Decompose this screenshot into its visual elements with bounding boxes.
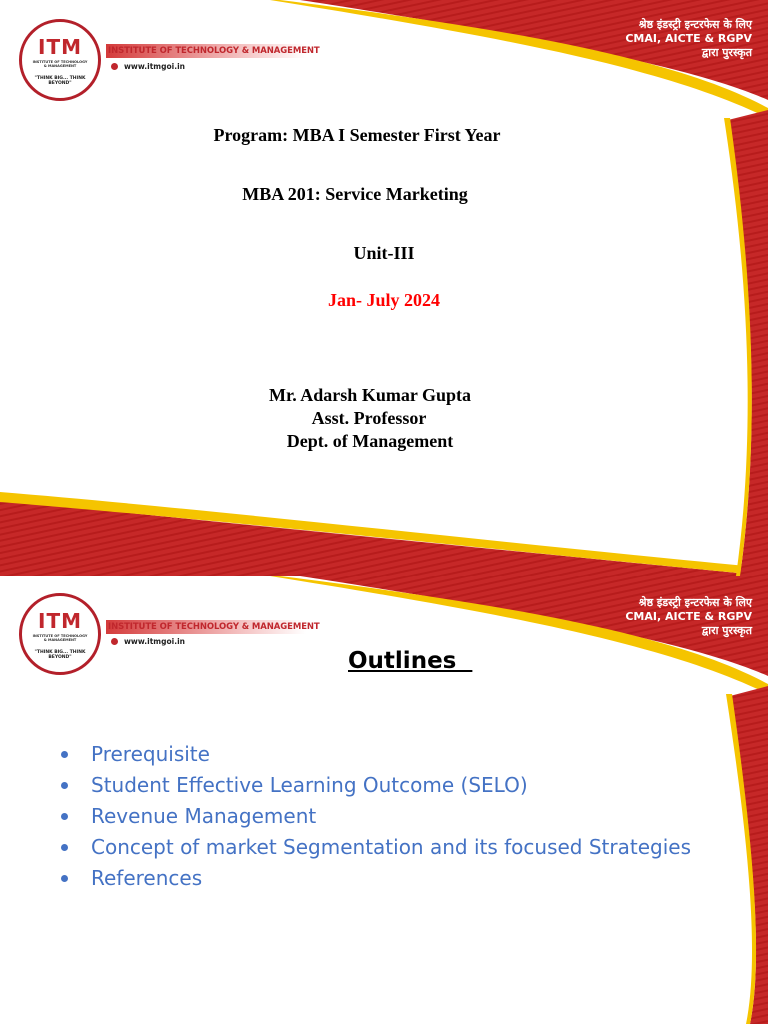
unit-line: Unit-III bbox=[353, 243, 415, 263]
award-banner bbox=[625, 596, 752, 638]
list-item-text: Prerequisite bbox=[91, 742, 210, 766]
award-banner bbox=[625, 18, 752, 60]
award-line-2: CMAI, AICTE & RGPV bbox=[625, 610, 752, 623]
globe-icon bbox=[110, 62, 119, 71]
website-link[interactable]: www.itmgoi.in bbox=[124, 62, 185, 71]
presenter-department: Dept. of Management bbox=[286, 431, 454, 451]
award-line-3: द्वारा पुरस्कृत bbox=[701, 624, 752, 637]
list-item bbox=[58, 740, 691, 771]
logo-motto: "THINK BIG... THINK BEYOND" bbox=[34, 650, 86, 660]
award-line-2: CMAI, AICTE & RGPV bbox=[625, 32, 752, 45]
logo-subtext: INSTITUTE OF TECHNOLOGY & MANAGEMENT bbox=[32, 634, 88, 642]
logo-itm-text: ITM bbox=[38, 609, 82, 633]
list-item bbox=[58, 802, 691, 833]
outline-list bbox=[58, 740, 691, 895]
logo-subtext: INSTITUTE OF TECHNOLOGY & MANAGEMENT bbox=[32, 60, 88, 68]
presenter-title: Asst. Professor bbox=[311, 408, 427, 428]
bullet-icon bbox=[61, 813, 68, 820]
award-line-3: द्वारा पुरस्कृत bbox=[701, 46, 752, 59]
bullet-icon bbox=[61, 844, 68, 851]
program-line: Program: MBA I Semester First Year bbox=[213, 125, 501, 145]
list-item-text: Revenue Management bbox=[91, 804, 317, 828]
website-link[interactable]: www.itmgoi.in bbox=[124, 637, 185, 646]
bullet-icon bbox=[61, 751, 68, 758]
award-line-1: श्रेष्ठ इंडस्ट्री इन्टरफेस के लिए bbox=[638, 18, 752, 31]
outline-title: Outlines bbox=[348, 648, 473, 674]
list-item-text: Student Effective Learning Outcome (SELO) bbox=[91, 773, 528, 797]
list-item-text: Concept of market Segmentation and its focused Strategies bbox=[91, 835, 691, 859]
bullet-icon bbox=[61, 782, 68, 789]
award-line-1: श्रेष्ठ इंडस्ट्री इन्टरफेस के लिए bbox=[638, 596, 752, 609]
list-item-text: References bbox=[91, 866, 203, 890]
logo-itm-text: ITM bbox=[38, 35, 82, 59]
itm-logo bbox=[19, 19, 101, 101]
logo-motto: "THINK BIG... THINK BEYOND" bbox=[34, 76, 86, 86]
outline-slide bbox=[0, 576, 768, 1024]
globe-icon bbox=[110, 637, 119, 646]
itm-logo bbox=[19, 593, 101, 675]
session-date: Jan- July 2024 bbox=[327, 290, 441, 310]
institute-name: INSTITUTE OF TECHNOLOGY & MANAGEMENT bbox=[108, 46, 320, 56]
list-item bbox=[58, 771, 691, 802]
presenter-name: Mr. Adarsh Kumar Gupta bbox=[268, 385, 472, 405]
institute-name: INSTITUTE OF TECHNOLOGY & MANAGEMENT bbox=[108, 622, 320, 632]
list-item bbox=[58, 833, 691, 864]
course-line: MBA 201: Service Marketing bbox=[242, 184, 468, 204]
bullet-icon bbox=[61, 875, 68, 882]
list-item bbox=[58, 864, 691, 895]
